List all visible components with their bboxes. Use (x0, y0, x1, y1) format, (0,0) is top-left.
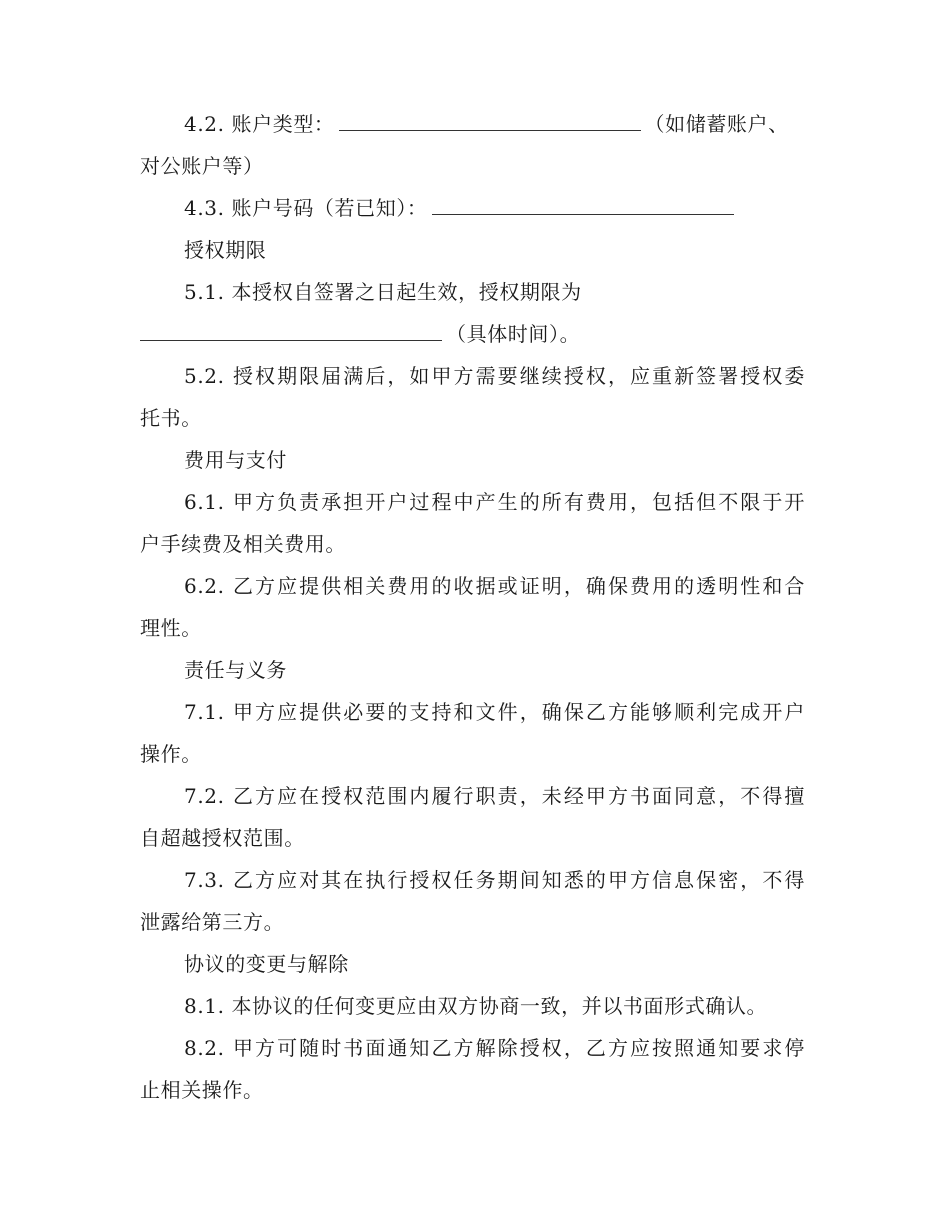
clause-8-2: 8.2. 甲方可随时书面通知乙方解除授权，乙方应按照通知要求停 (184, 1036, 805, 1060)
account-number-blank[interactable] (432, 198, 734, 215)
clause-7-1: 7.1. 甲方应提供必要的支持和文件，确保乙方能够顺利完成开户 (184, 700, 805, 724)
clause-6-1: 6.1. 甲方负责承担开户过程中产生的所有费用，包括但不限于开 (184, 490, 805, 514)
clause-4-3-text: 4.3. 账户号码（若已知）： (184, 196, 428, 220)
section-8-heading: 协议的变更与解除 (184, 952, 349, 976)
clause-5-1-cont (140, 313, 805, 355)
clause-8-1: 8.1. 本协议的任何变更应由双方协商一致，并以书面形式确认。 (184, 994, 768, 1018)
clause-4-2 (140, 103, 805, 145)
clause-7-2-cont: 自超越授权范围。 (140, 826, 305, 850)
account-type-blank[interactable] (339, 114, 641, 131)
clause-7-3-cont: 泄露给第三方。 (140, 910, 285, 934)
clause-6-2-cont: 理性。 (140, 616, 202, 640)
clause-6-2: 6.2. 乙方应提供相关费用的收据或证明，确保费用的透明性和合 (184, 574, 805, 598)
clause-7-3: 7.3. 乙方应对其在执行授权任务期间知悉的甲方信息保密，不得 (184, 868, 805, 892)
clause-4-2-text: 4.2. 账户类型： (184, 112, 335, 136)
section-6-heading: 费用与支付 (184, 448, 287, 472)
clause-7-1-cont: 操作。 (140, 742, 202, 766)
clause-8-2-cont: 止相关操作。 (140, 1078, 264, 1102)
clause-4-2-cont: 对公账户等） (140, 154, 264, 178)
term-period-blank[interactable] (140, 324, 442, 341)
document-page (140, 103, 805, 1111)
clause-5-2-cont: 托书。 (140, 406, 202, 430)
clause-4-3 (140, 187, 805, 229)
clause-4-2-suffix: （如储蓄账户、 (644, 112, 789, 136)
clause-6-1-cont: 户手续费及相关费用。 (140, 532, 346, 556)
clause-5-1-suffix: （具体时间）。 (446, 322, 581, 346)
clause-7-2: 7.2. 乙方应在授权范围内履行职责，未经甲方书面同意，不得擅 (184, 784, 805, 808)
clause-5-2: 5.2. 授权期限届满后，如甲方需要继续授权，应重新签署授权委 (184, 364, 805, 388)
section-7-heading: 责任与义务 (184, 658, 287, 682)
section-5-heading: 授权期限 (184, 238, 267, 262)
clause-5-1: 5.1. 本授权自签署之日起生效，授权期限为 (184, 280, 582, 304)
